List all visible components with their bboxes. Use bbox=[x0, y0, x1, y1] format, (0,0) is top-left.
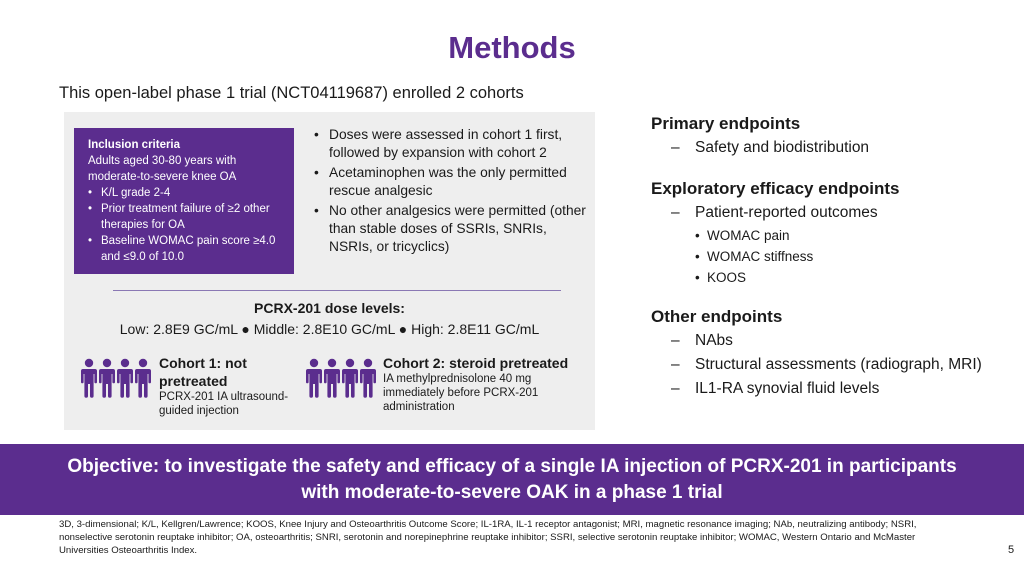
footnote: 3D, 3-dimensional; K/L, Kellgren/Lawrence; KOOS, Knee Injury and Osteoarthritis Outcome Score; IL-1RA, IL-1 receptor antagonist; MRI, magnetic resonance imaging; NAb, neutralizing antibody; NSRI, nonselective serotonin reuptake inhibitor; OA, osteoarthritis; SNRI, serotonin and norepinephrine reuptake inhibitor; SSRI, selective serotonin reuptake inhibitor; WOMAC, Western Ontario and McMaster Universities Osteoarthritis Index. bbox=[59, 519, 917, 556]
cohort-1-title: Cohort 1: not pretreated bbox=[159, 355, 247, 389]
inclusion-item: • Baseline WOMAC pain score ≥4.0 and ≤9.0 of 10.0 bbox=[88, 233, 284, 265]
exploratory-endpoints-heading: Exploratory efficacy endpoints bbox=[651, 179, 900, 198]
people-group-icon bbox=[306, 358, 376, 398]
endpoint-subitem: • KOOS bbox=[651, 267, 1021, 288]
inclusion-heading: Inclusion criteria bbox=[88, 139, 181, 151]
dose-title: PCRX-201 dose levels: bbox=[254, 300, 405, 316]
primary-endpoints-heading: Primary endpoints bbox=[651, 114, 801, 133]
endpoint-item: – Safety and biodistribution bbox=[651, 136, 1021, 160]
note-item: • No other analgesics were permitted (other than stable doses of SSRIs, SNRIs, NSRIs, or tricyclics) bbox=[314, 202, 586, 256]
design-notes bbox=[314, 126, 586, 258]
endpoint-subitem: • WOMAC pain bbox=[651, 225, 1021, 246]
inclusion-item: • Prior treatment failure of ≥2 other therapies for OA bbox=[88, 201, 284, 233]
endpoint-subitem: • WOMAC stiffness bbox=[651, 246, 1021, 267]
endpoint-item: – Structural assessments (radiograph, MRI) bbox=[651, 353, 1021, 377]
subtitle: This open-label phase 1 trial (NCT04119687) enrolled 2 cohorts bbox=[59, 84, 524, 102]
endpoints bbox=[651, 112, 1021, 401]
other-endpoints-heading: Other endpoints bbox=[651, 307, 783, 326]
people-group-icon bbox=[81, 358, 151, 398]
inclusion-item: • K/L grade 2-4 bbox=[88, 185, 284, 201]
objective-text: Objective: to investigate the safety and efficacy of a single IA injection of PCRX-201 in participants with moderate-to-severe OAK in a phase 1 trial bbox=[67, 455, 957, 503]
endpoint-item: – IL1-RA synovial fluid levels bbox=[651, 377, 1021, 401]
cohort-1-text: PCRX-201 IA ultrasound-guided injection bbox=[159, 391, 289, 417]
page-number: 5 bbox=[1008, 544, 1015, 556]
objective-banner bbox=[0, 444, 1024, 515]
note-item: • Acetaminophen was the only permitted rescue analgesic bbox=[314, 164, 586, 200]
endpoint-item: – Patient-reported outcomes bbox=[651, 201, 1021, 225]
endpoint-item: – NAbs bbox=[651, 329, 1021, 353]
inclusion-list bbox=[88, 185, 284, 265]
cohort-2-text: IA methylprednisolone 40 mg immediately before PCRX-201 administration bbox=[383, 373, 539, 413]
cohort-1 bbox=[159, 354, 299, 418]
inclusion-intro: Adults aged 30-80 years with moderate-to-severe knee OA bbox=[88, 155, 237, 183]
cohort-2 bbox=[383, 354, 593, 414]
dose-levels: Low: 2.8E9 GC/mL ● Middle: 2.8E10 GC/mL ● High: 2.8E11 GC/mL bbox=[119, 321, 540, 337]
inclusion-criteria-box bbox=[74, 128, 294, 274]
note-item: • Doses were assessed in cohort 1 first, followed by expansion with cohort 2 bbox=[314, 126, 586, 162]
divider bbox=[113, 290, 561, 291]
page-title: Methods bbox=[448, 30, 576, 65]
cohort-2-title: Cohort 2: steroid pretreated bbox=[383, 355, 569, 371]
